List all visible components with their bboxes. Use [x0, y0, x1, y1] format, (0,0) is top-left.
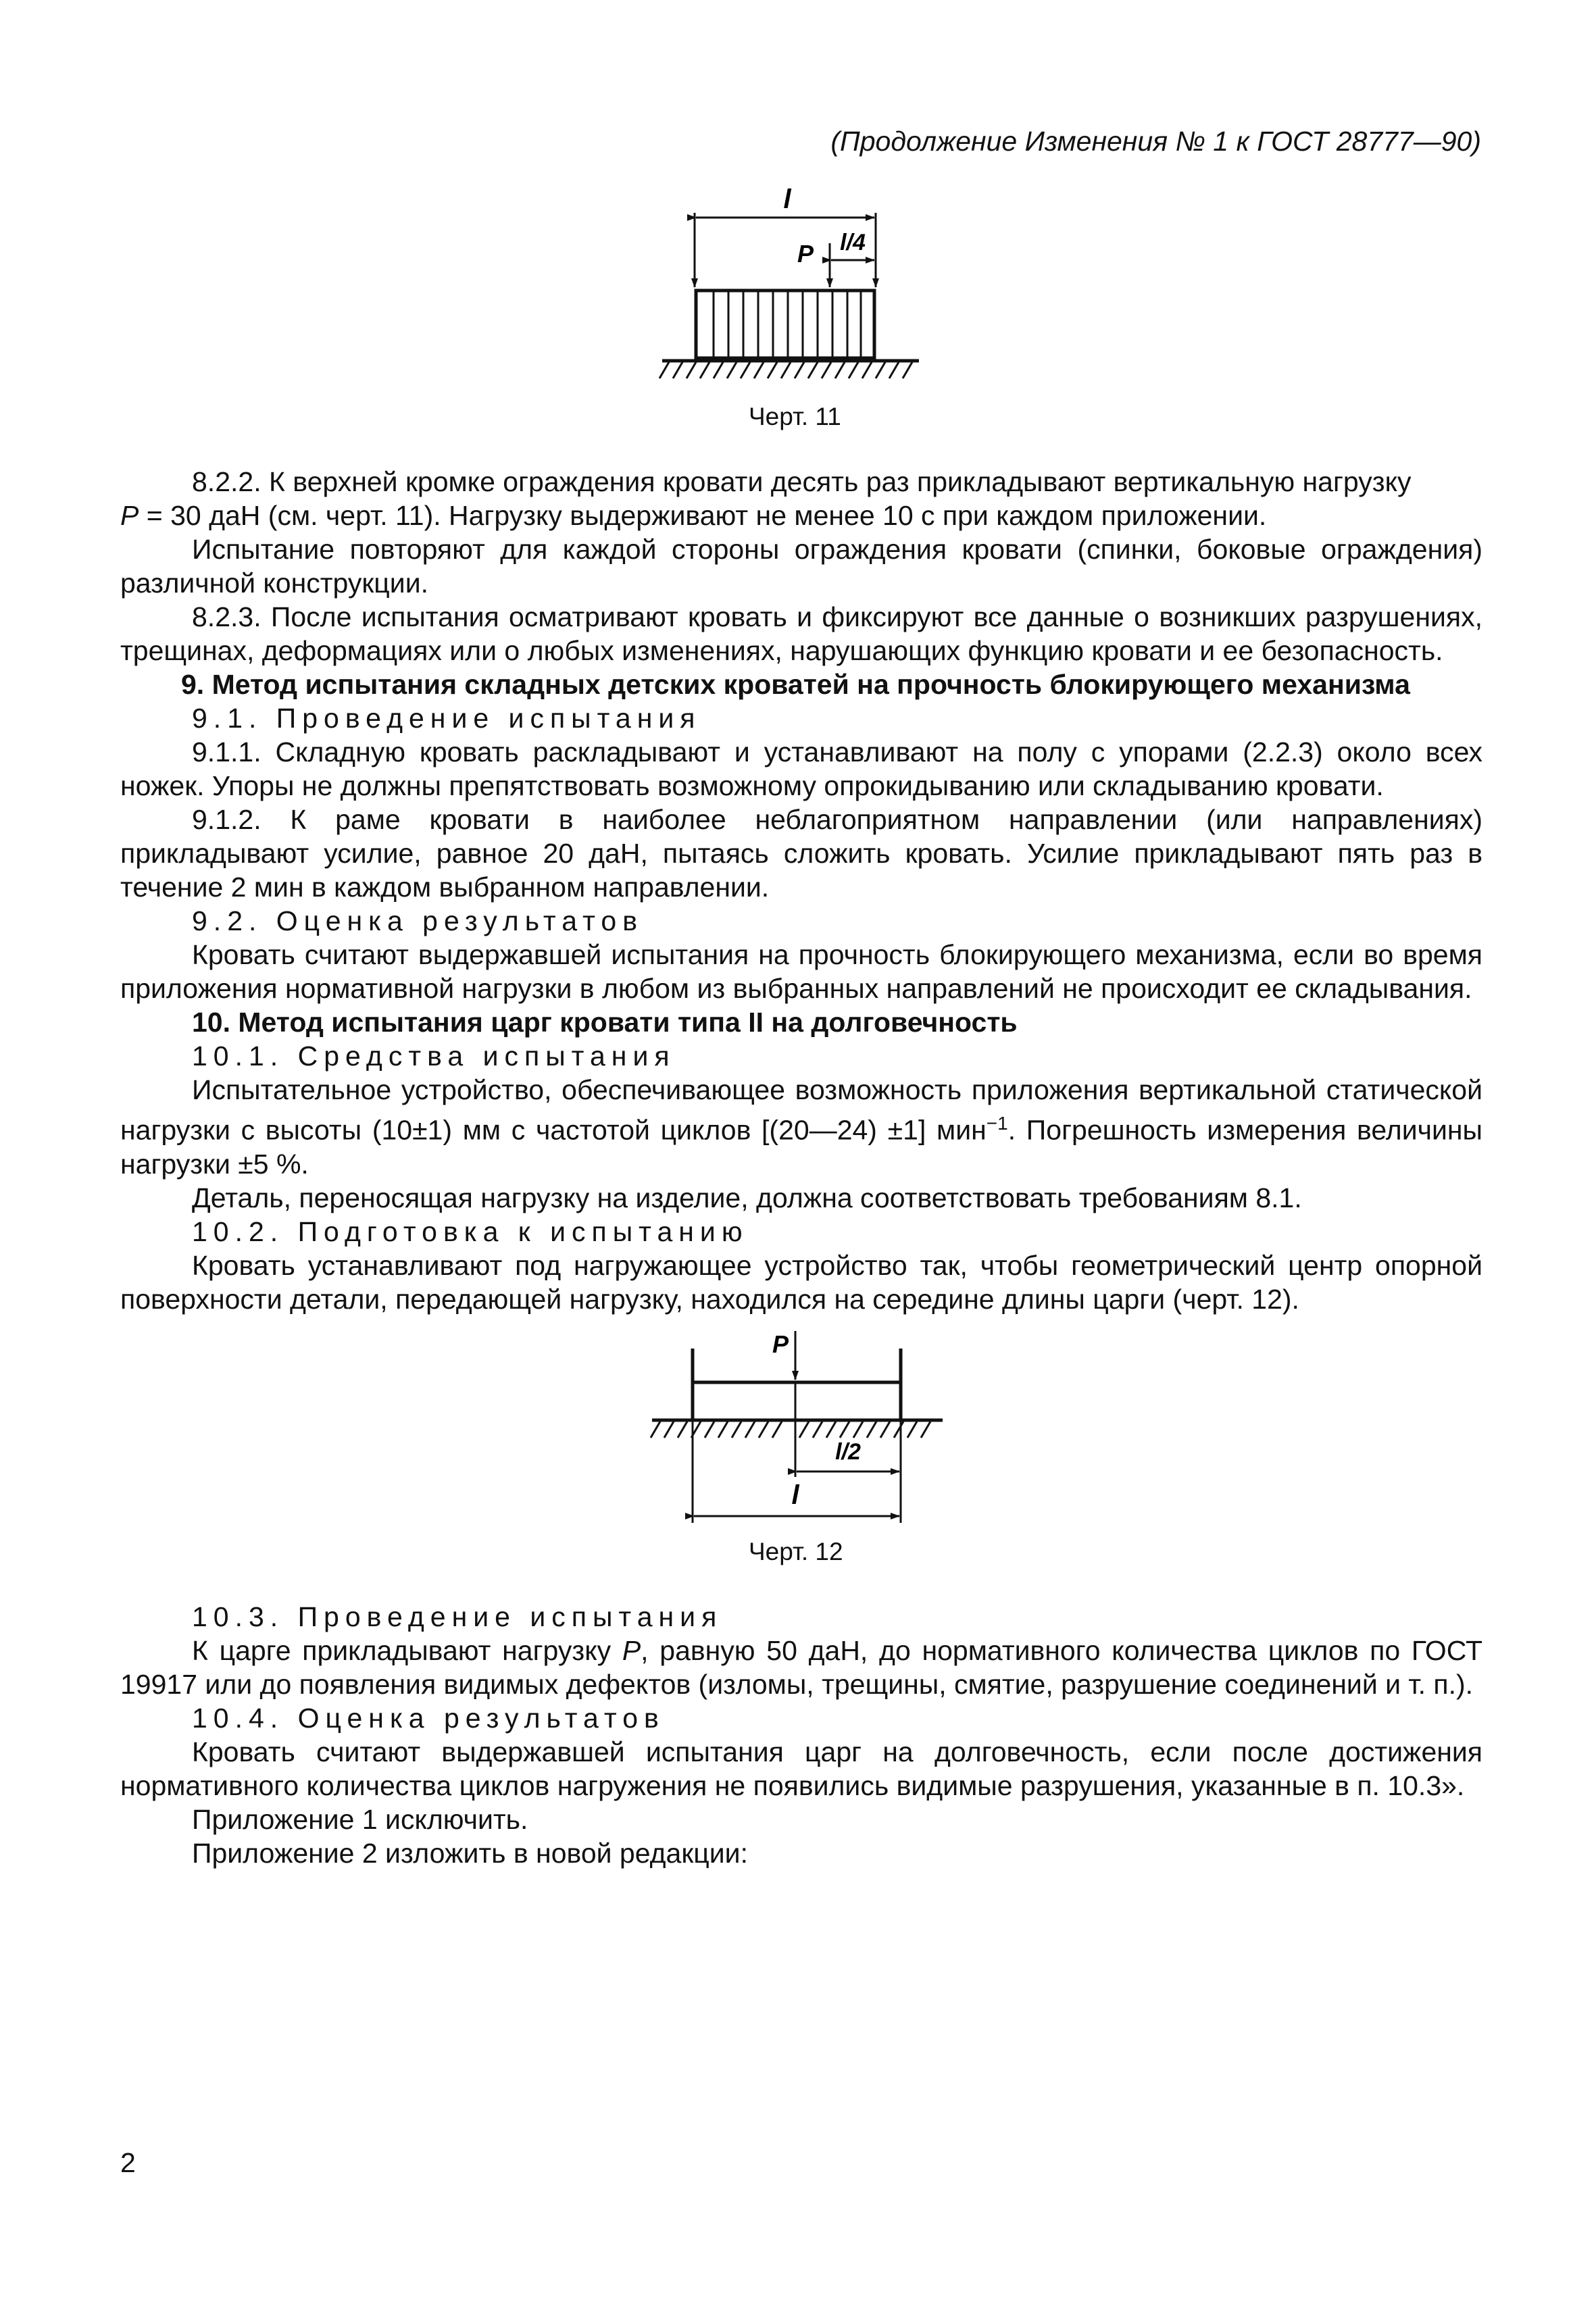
figure-12-drawing: [645, 1324, 956, 1540]
paragraph-10-1: Испытательное устройство, обеспечивающее возможность приложения вертикальной статической нагрузки с высоты (10±1) мм с частотой циклов [(20—24) ±1] мин$^{-1}$. Погрешность измерения величины нагрузки ±5 %.: [120, 1074, 1483, 1180]
page-header: (Продолжение Изменения № 1 к ГОСТ 28777—90): [830, 126, 1481, 157]
figure-11-label-l4: l/4: [840, 230, 866, 255]
figure-11-label-l: l: [783, 184, 791, 214]
figure-12: [645, 1324, 956, 1540]
subheading-10-3: 10.3. Проведение испытания: [192, 1601, 723, 1632]
figure-11-caption: Черт. 11: [749, 403, 841, 430]
subheading-10-2: 10.2. Подготовка к испытанию: [192, 1215, 749, 1247]
subheading-10-1: 10.1. Средства испытания: [192, 1040, 676, 1072]
paragraph-8-2-2: 8.2.2. К верхней кромке ограждения кровати десять раз прикладывают вертикальную нагрузку: [192, 466, 1412, 497]
text-block-2: [120, 1600, 1482, 1870]
subheading-9-2: 9.2. Оценка результатов: [192, 905, 644, 936]
figure-11-label-p: P: [797, 240, 814, 268]
symbol-p: P: [120, 500, 139, 531]
paragraph-10-4: Кровать считают выдержавшей испытания царг на долговечность, если после достижения нормативного количества циклов нагружения не появились видимые разрушения, указанные в п. 10.3».: [120, 1736, 1482, 1801]
figure-12-label-p: P: [772, 1330, 789, 1358]
superscript: −1: [986, 1113, 1008, 1134]
text-block-1: [120, 465, 1482, 1316]
figure-11-drawing: [649, 182, 946, 399]
figure-12-caption: Черт. 12: [749, 1538, 843, 1565]
paragraph-10-3: К царге прикладывают нагрузку P, равную 50 даН, до нормативного количества циклов по ГОСТ 19917 или до появления видимых дефектов (изломы, трещины, смятие, разрушение соединений и т. п.).: [120, 1635, 1482, 1700]
heading-section-10: 10. Метод испытания царг кровати типа II на долговечность: [192, 1007, 1018, 1038]
paragraph-10-2: Кровать устанавливают под нагружающее устройство так, чтобы геометрический центр опорной поверхности детали, передающей нагрузку, находился на середине длины царги (черт. 12).: [120, 1249, 1482, 1315]
paragraph-8-2-3: 8.2.3. После испытания осматривают кровать и фиксируют все данные о возникших разрушениях, трещинах, деформациях или о любых изменениях, нарушающих функцию кровати и ее безопасность.: [120, 601, 1482, 666]
paragraph-appendix-2: Приложение 2 изложить в новой редакции:: [192, 1838, 748, 1869]
subheading-10-4: 10.4. Оценка результатов: [192, 1703, 665, 1734]
page-number: 2: [120, 2147, 136, 2178]
paragraph-9-2: Кровать считают выдержавшей испытания на прочность блокирующего механизма, если во время приложения нормативной нагрузки в любом из выбранных направлений не происходит ее складывания.: [120, 939, 1482, 1004]
paragraph-9-1-1: 9.1.1. Складную кровать раскладывают и устанавливают на полу с упорами (2.2.3) около всех ножек. Упоры не должны препятствовать возможному опрокидыванию или складыванию кровати.: [120, 736, 1482, 801]
paragraph-8-2-2-cont: P = 30 даН (см. черт. 11). Нагрузку выдерживают не менее 10 с при каждом приложении.: [120, 500, 1267, 531]
figure-12-label-l: l: [791, 1480, 799, 1510]
paragraph-9-1-2: 9.1.2. К раме кровати в наиболее неблагоприятном направлении (или направлениях) прикладывают усилие, равное 20 даН, пытаясь сложить кровать. Усилие прикладывают пять раз в течение 2 мин в каждом выбранном направлении.: [120, 804, 1482, 903]
figure-11: [649, 182, 946, 399]
heading-section-9: 9. Метод испытания складных детских кроватей на прочность блокирующего механизма: [181, 669, 1410, 700]
paragraph-appendix-1: Приложение 1 исключить.: [192, 1804, 528, 1835]
symbol-p: P: [622, 1635, 641, 1666]
paragraph-repeat-test: Испытание повторяют для каждой стороны ограждения кровати (спинки, боковые ограждения) различной конструкции.: [120, 534, 1482, 599]
figure-12-label-l2: l/2: [835, 1439, 861, 1465]
paragraph-detail: Деталь, переносящая нагрузку на изделие, должна соответствовать требованиям 8.1.: [192, 1182, 1302, 1213]
subheading-9-1: 9.1. Проведение испытания: [192, 703, 701, 734]
